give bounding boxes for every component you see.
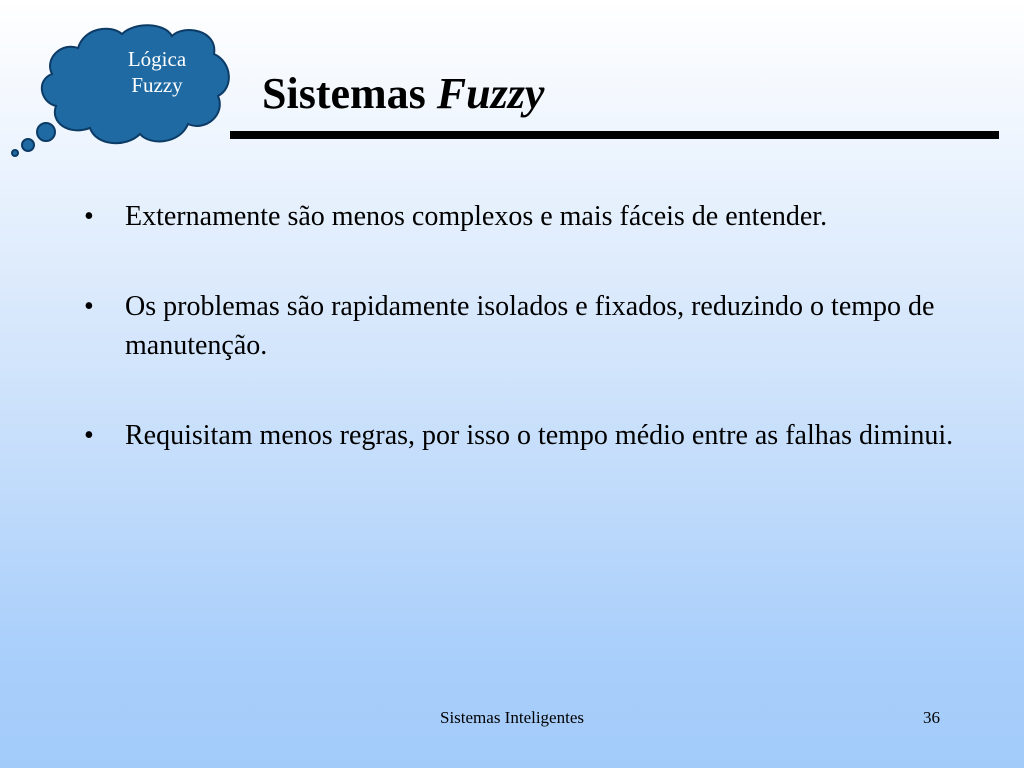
bullet-text: Requisitam menos regras, por isso o tempo médio entre as falhas diminui. [125,420,954,451]
title-plain: Sistemas [262,69,426,118]
bullet-item [0,416,1024,455]
bullet-item [0,197,1024,236]
bullet-list [0,197,1024,506]
slide-title [262,66,544,122]
badge-label [92,46,222,98]
footer-title: Sistemas Inteligentes [439,708,584,727]
title-italic: Fuzzy [436,69,545,118]
bullet-marker: • [84,420,94,451]
title-underline [230,131,999,139]
badge-line-1: Lógica [127,47,187,71]
bullet-marker: • [84,291,94,322]
logica-fuzzy-cloud-badge [6,22,238,162]
bullet-text: Externamente são menos complexos e mais fáceis de entender. [125,201,828,232]
bullet-marker: • [84,201,94,232]
bullet-item [0,287,1024,365]
badge-line-2: Fuzzy [131,73,183,97]
bullet-text: Os problemas são rapidamente isolados e fixados, reduzindo o tempo de manutenção. [125,291,935,361]
slide-number: 36 [923,708,940,727]
